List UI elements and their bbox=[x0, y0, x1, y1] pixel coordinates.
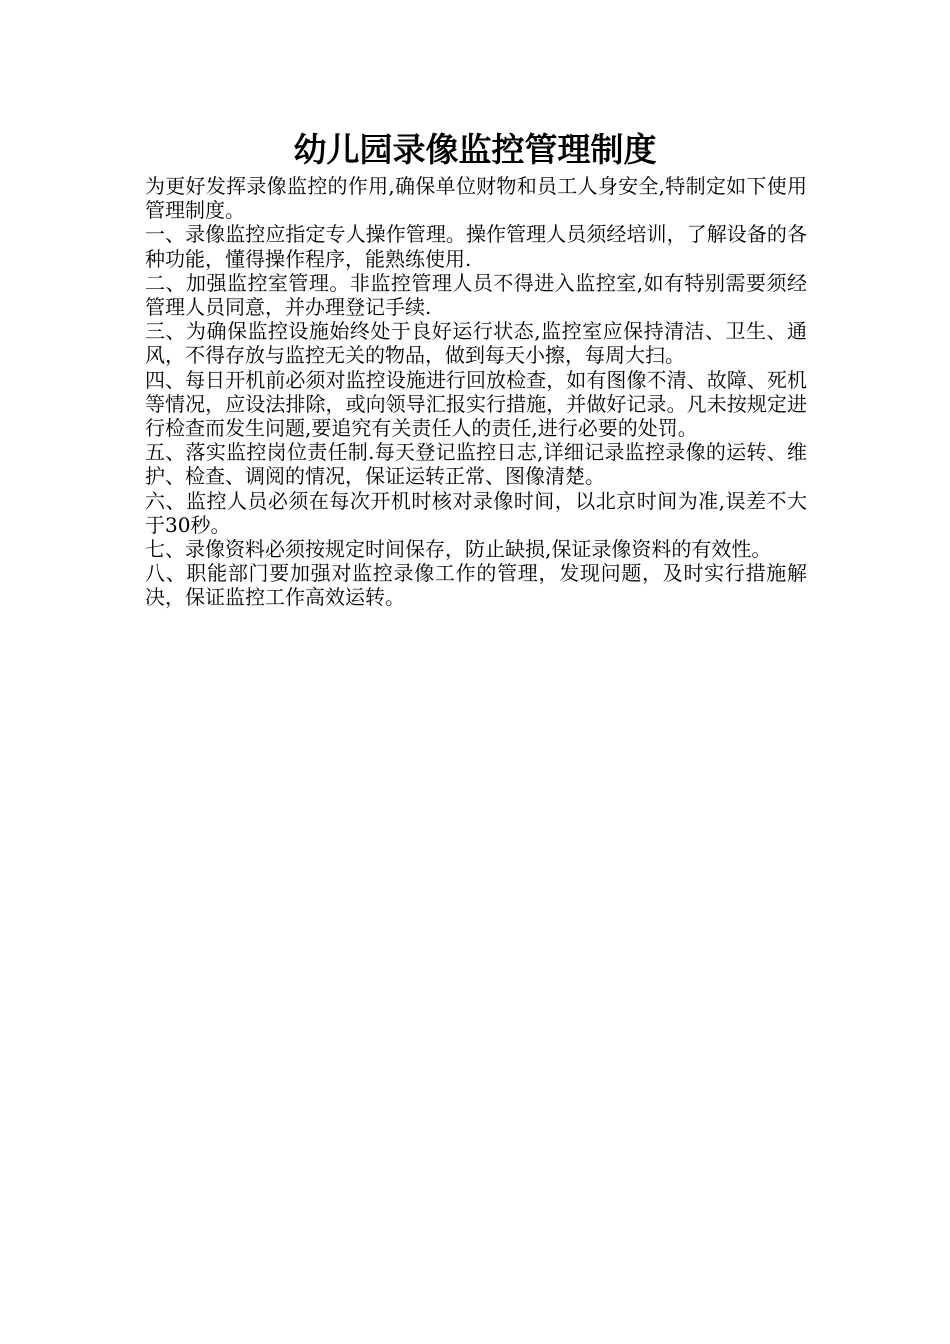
paragraph-item-3: 三、为确保监控设施始终处于良好运行状态,监控室应保持清洁、卫生、通风，不得存放与监控无关的物品，做到每天小擦，每周大扫。 bbox=[145, 319, 807, 368]
paragraph-item-2: 二、加强监控室管理。非监控管理人员不得进入监控室,如有特别需要须经管理人员同意，并办理登记手续. bbox=[145, 270, 807, 320]
paragraph-item-4: 四、每日开机前必须对监控设施进行回放检查，如有图像不清、故障、死机等情况，应设法排除，或向领导汇报实行措施，并做好记录。凡未按规定进行检查而发生问题,要追究有关责任人的责任,进行必要的处罚。 bbox=[145, 367, 807, 441]
paragraph-item-1: 一、录像监控应指定专人操作管理。操作管理人员须经培训，了解设备的各种功能，懂得操作程序，能熟练使用. bbox=[145, 222, 807, 271]
document-body bbox=[145, 174, 807, 610]
paragraph-item-7: 七、录像资料必须按规定时间保存，防止缺损,保证录像资料的有效性。 bbox=[145, 537, 772, 562]
paragraph-intro: 为更好发挥录像监控的作用,确保单位财物和员工人身安全,特制定如下使用管理制度。 bbox=[145, 174, 807, 223]
paragraph-item-5: 五、落实监控岗位责任制.每天登记监控日志,详细记录监控录像的运转、维护、检查、调阅的情况，保证运转正常、图像清楚。 bbox=[145, 440, 807, 489]
paragraph-item-6: 六、监控人员必须在每次开机时核对录像时间，以北京时间为准,误差不大于30秒。 bbox=[145, 488, 807, 537]
document-title: 幼儿园录像监控管理制度 bbox=[293, 130, 657, 169]
paragraph-item-8: 八、职能部门要加强对监控录像工作的管理，发现问题，及时实行措施解决，保证监控工作高效运转。 bbox=[145, 561, 807, 610]
